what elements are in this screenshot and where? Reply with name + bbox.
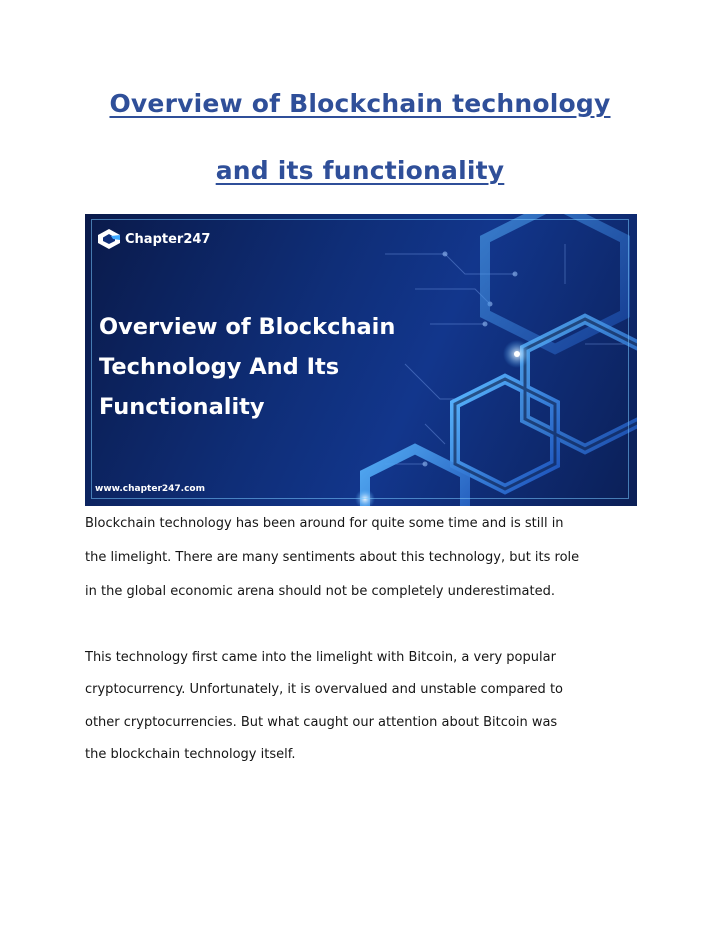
banner-heading-line-2: Technology And Its — [99, 354, 340, 380]
document-title-line-1: Overview of Blockchain technology — [109, 89, 611, 118]
paragraph-1-line-2: the limelight. There are many sentiments about this technology, but its role — [85, 550, 580, 565]
hero-banner-image — [85, 214, 637, 506]
banner-url: www.chapter247.com — [95, 484, 205, 494]
chapter247-logo-icon — [97, 228, 121, 250]
banner-heading-line-3: Functionality — [99, 394, 265, 420]
banner-heading — [99, 307, 429, 427]
paragraph-1-line-3: in the global economic arena should not be completely underestimated. — [85, 584, 555, 599]
paragraph-1-line-1: Blockchain technology has been around for quite some time and is still in — [85, 516, 564, 531]
paragraph-2-line-3: other cryptocurrencies. But what caught our attention about Bitcoin was — [85, 715, 558, 730]
banner-heading-line-1: Overview of Blockchain — [99, 314, 396, 340]
chapter247-logo — [97, 228, 210, 250]
brand-name: Chapter247 — [125, 231, 211, 247]
paragraph-2-line-2: cryptocurrency. Unfortunately, it is overvalued and unstable compared to — [85, 682, 563, 697]
paragraph-2-line-1: This technology first came into the limelight with Bitcoin, a very popular — [85, 650, 556, 665]
paragraph-2-line-4: the blockchain technology itself. — [85, 747, 296, 762]
document-title-line-2: and its functionality — [215, 156, 505, 185]
